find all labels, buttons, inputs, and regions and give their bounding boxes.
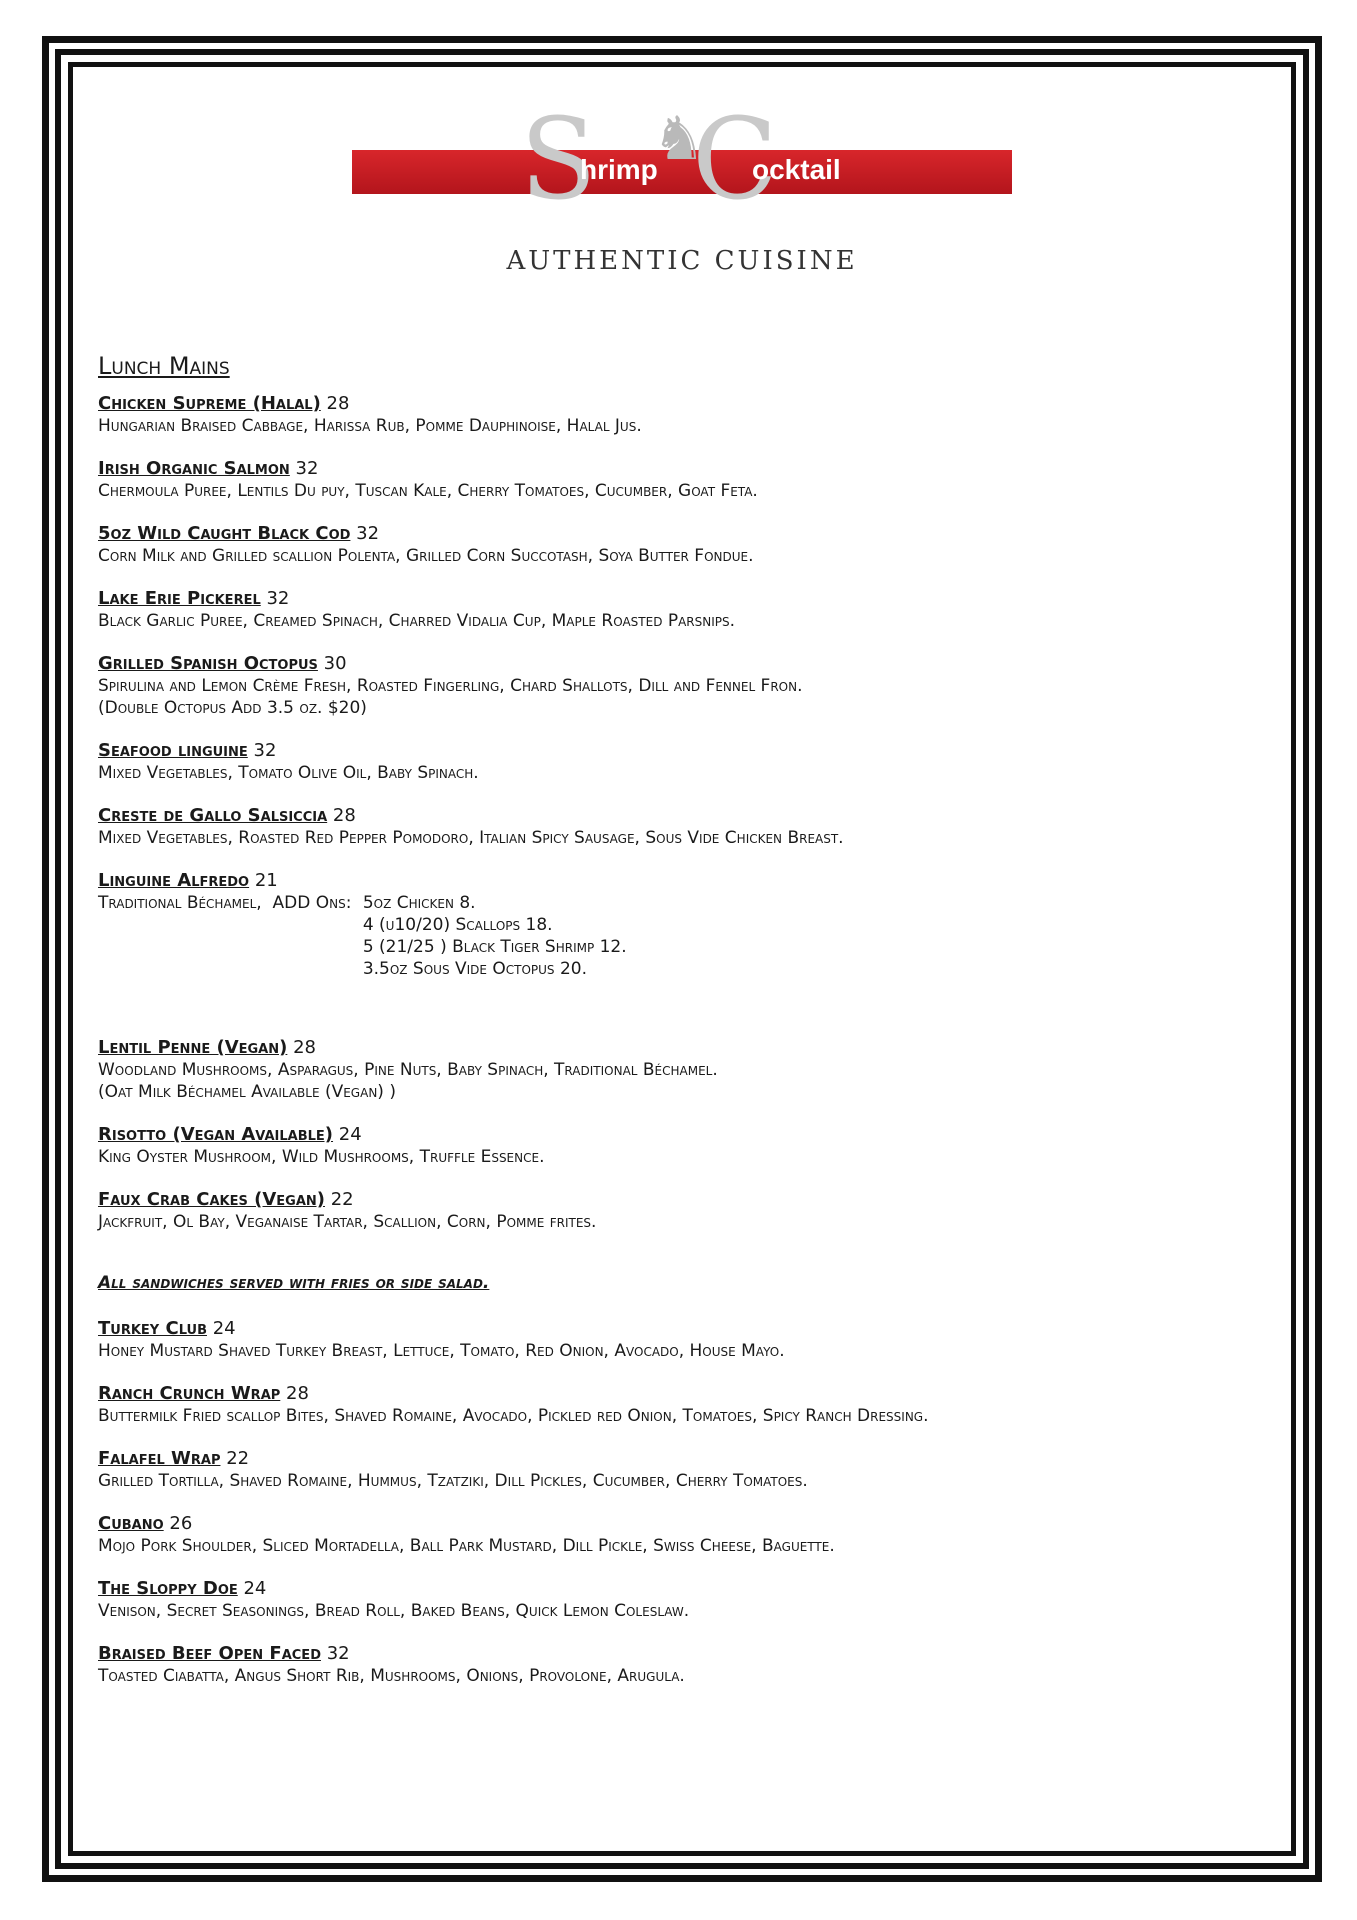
- item-description-line: Grilled Tortilla, Shaved Romaine, Hummus, Tzatziki, Dill Pickles, Cucumber, Cherry Tomatoes.: [98, 1471, 808, 1491]
- item-price: 28: [326, 393, 350, 414]
- menu-item: [98, 1188, 1248, 1233]
- item-heading: [98, 522, 1248, 545]
- item-description: [98, 762, 1248, 784]
- item-name: Seafood linguine: [98, 740, 248, 761]
- item-description-line: Honey Mustard Shaved Turkey Breast, Lettuce, Tomato, Red Onion, Avocado, House Mayo.: [98, 1341, 785, 1361]
- item-description: [98, 545, 1248, 567]
- item-price: 32: [326, 1643, 350, 1664]
- item-description: [98, 1470, 1248, 1492]
- menu-item: [98, 652, 1248, 719]
- menu-item: [98, 457, 1248, 502]
- item-heading: [98, 1577, 1248, 1600]
- restaurant-logo: [352, 95, 1012, 298]
- sandwich-list: [98, 1317, 1248, 1687]
- item-description: [98, 1405, 1248, 1427]
- item-name: Linguine Alfredo: [98, 870, 250, 891]
- item-description-note: (Double Octopus Add 3.5 oz. $20): [98, 698, 367, 718]
- item-heading: [98, 1317, 1248, 1340]
- item-price: 26: [169, 1513, 193, 1534]
- item-description-line: Mixed Vegetables, Roasted Red Pepper Pomodoro, Italian Spicy Sausage, Sous Vide Chicken Breast.: [98, 828, 844, 848]
- item-name: Turkey Club: [98, 1318, 207, 1339]
- item-description-line: Spirulina and Lemon Crème Fresh, Roasted Fingerling, Chard Shallots, Dill and Fennel Fron.: [98, 676, 803, 696]
- item-price: 28: [286, 1383, 309, 1404]
- lunch-mains-list: [98, 392, 1248, 849]
- item-name: The Sloppy Doe: [98, 1578, 238, 1599]
- item-heading: [98, 587, 1248, 610]
- item-name: Ranch Crunch Wrap: [98, 1383, 281, 1404]
- item-description: [98, 415, 1248, 437]
- addon-item: 4 (u10/20) Scallops 18.: [362, 915, 553, 935]
- item-price: 21: [254, 870, 278, 891]
- item-description-line: Toasted Ciabatta, Angus Short Rib, Mushrooms, Onions, Provolone, Arugula.: [98, 1666, 685, 1686]
- item-description: [98, 892, 1248, 980]
- item-heading: [98, 652, 1248, 675]
- item-price: 32: [253, 740, 277, 761]
- item-description: [98, 1211, 1248, 1233]
- item-name: Grilled Spanish Octopus: [98, 653, 318, 674]
- sandwich-note: All sandwiches served with fries or side salad.: [98, 1273, 490, 1293]
- menu-item: [98, 392, 1248, 437]
- menu-item: [98, 1512, 1248, 1557]
- logo-tagline: AUTHENTIC CUISINE: [506, 246, 858, 276]
- item-description-line: Buttermilk Fried scallop Bites, Shaved Romaine, Avocado, Pickled red Onion, Tomatoes, Spicy Ranch Dressing.: [98, 1406, 929, 1426]
- item-heading: [98, 804, 1248, 827]
- menu-item: [98, 1317, 1248, 1362]
- item-description: [98, 610, 1248, 632]
- logo-letter-c: C: [692, 95, 778, 225]
- item-heading: [98, 1447, 1248, 1470]
- item-price: 30: [323, 653, 347, 674]
- menu-item: [98, 1123, 1248, 1168]
- item-price: 32: [356, 523, 380, 544]
- item-description-line: Mojo Pork Shoulder, Sliced Mortadella, Ball Park Mustard, Dill Pickle, Swiss Cheese, Baguette.: [98, 1536, 835, 1556]
- item-heading: [98, 1512, 1248, 1535]
- section-title: Lunch Mains: [98, 352, 230, 380]
- item-heading: [98, 1382, 1248, 1405]
- item-description-line: Corn Milk and Grilled scallion Polenta, Grilled Corn Succotash, Soya Butter Fondue.: [98, 546, 754, 566]
- item-description-line: Jackfruit, Ol Bay, Veganaise Tartar, Scallion, Corn, Pomme frites.: [98, 1212, 597, 1232]
- item-heading: [98, 1036, 1248, 1059]
- item-description: [98, 1600, 1248, 1622]
- menu-item: [98, 804, 1248, 849]
- item-price: 22: [330, 1189, 354, 1210]
- item-name: Braised Beef Open Faced: [98, 1643, 321, 1664]
- item-heading: [98, 457, 1248, 480]
- item-description: [98, 1146, 1248, 1168]
- item-name: Lake Erie Pickerel: [98, 588, 261, 609]
- vegan-items-list: [98, 1036, 1248, 1233]
- item-price: 32: [295, 458, 319, 479]
- item-name: Creste de Gallo Salsiccia: [98, 805, 328, 826]
- item-description: [98, 480, 1248, 502]
- addon-item: 5oz Chicken 8.: [362, 893, 476, 913]
- item-description-line: Venison, Secret Seasonings, Bread Roll, Baked Beans, Quick Lemon Coleslaw.: [98, 1601, 690, 1621]
- addon-item: 3.5oz Sous Vide Octopus 20.: [362, 959, 587, 979]
- item-price: 24: [243, 1578, 267, 1599]
- item-price: 24: [338, 1124, 362, 1145]
- item-description: [98, 675, 1248, 719]
- item-name: Falafel Wrap: [98, 1448, 221, 1469]
- item-description-line: King Oyster Mushroom, Wild Mushrooms, Truffle Essence.: [98, 1147, 545, 1167]
- menu-content: [98, 352, 1248, 1707]
- menu-item: [98, 1036, 1248, 1103]
- menu-item: [98, 739, 1248, 784]
- item-description: [98, 1340, 1248, 1362]
- item-description: [98, 1059, 1248, 1103]
- seahorse-icon: ♞: [652, 104, 706, 174]
- item-heading: [98, 739, 1248, 762]
- menu-item: [98, 1577, 1248, 1622]
- item-price: 24: [212, 1318, 236, 1339]
- addons-list: [363, 892, 627, 980]
- logo-letter-s: S: [520, 95, 597, 225]
- item-description-line: Black Garlic Puree, Creamed Spinach, Charred Vidalia Cup, Maple Roasted Parsnips.: [98, 611, 736, 631]
- menu-item: [98, 587, 1248, 632]
- logo-word-cocktail: ocktail: [752, 154, 841, 185]
- item-name: Faux Crab Cakes (Vegan): [98, 1189, 325, 1210]
- item-description-note: (Oat Milk Béchamel Available (Vegan) ): [98, 1082, 396, 1102]
- menu-item: [98, 1642, 1248, 1687]
- item-price: 28: [293, 1037, 316, 1058]
- item-description: [98, 827, 1248, 849]
- item-heading: [98, 1642, 1248, 1665]
- item-name: 5oz Wild Caught Black Cod: [98, 523, 351, 544]
- menu-item: [98, 1447, 1248, 1492]
- menu-item-linguine-alfredo: [98, 869, 1248, 980]
- menu-item: [98, 522, 1248, 567]
- item-heading: [98, 869, 1248, 892]
- item-description-line: Woodland Mushrooms, Asparagus, Pine Nuts, Baby Spinach, Traditional Béchamel.: [98, 1060, 718, 1080]
- item-description: [98, 1535, 1248, 1557]
- item-description-line: Chermoula Puree, Lentils Du puy, Tuscan Kale, Cherry Tomatoes, Cucumber, Goat Feta.: [98, 481, 758, 501]
- item-price: 28: [332, 805, 356, 826]
- item-name: Cubano: [98, 1513, 164, 1534]
- item-name: Risotto (Vegan Available): [98, 1124, 334, 1145]
- item-name: Lentil Penne (Vegan): [98, 1037, 288, 1058]
- logo-word-shrimp: hrimp: [580, 154, 658, 185]
- item-description-line: Mixed Vegetables, Tomato Olive Oil, Baby Spinach.: [98, 763, 479, 783]
- item-name: Irish Organic Salmon: [98, 458, 290, 479]
- item-price: 32: [266, 588, 290, 609]
- addons-lead: Traditional Béchamel, ADD Ons:: [98, 893, 357, 913]
- item-description-line: Hungarian Braised Cabbage, Harissa Rub, Pomme Dauphinoise, Halal Jus.: [98, 416, 642, 436]
- item-heading: [98, 392, 1248, 415]
- menu-item: [98, 1382, 1248, 1427]
- item-heading: [98, 1123, 1248, 1146]
- item-name: Chicken Supreme (Halal): [98, 393, 321, 414]
- item-price: 22: [226, 1448, 250, 1469]
- item-description: [98, 1665, 1248, 1687]
- item-heading: [98, 1188, 1248, 1211]
- addon-item: 5 (21/25 ) Black Tiger Shrimp 12.: [362, 937, 627, 957]
